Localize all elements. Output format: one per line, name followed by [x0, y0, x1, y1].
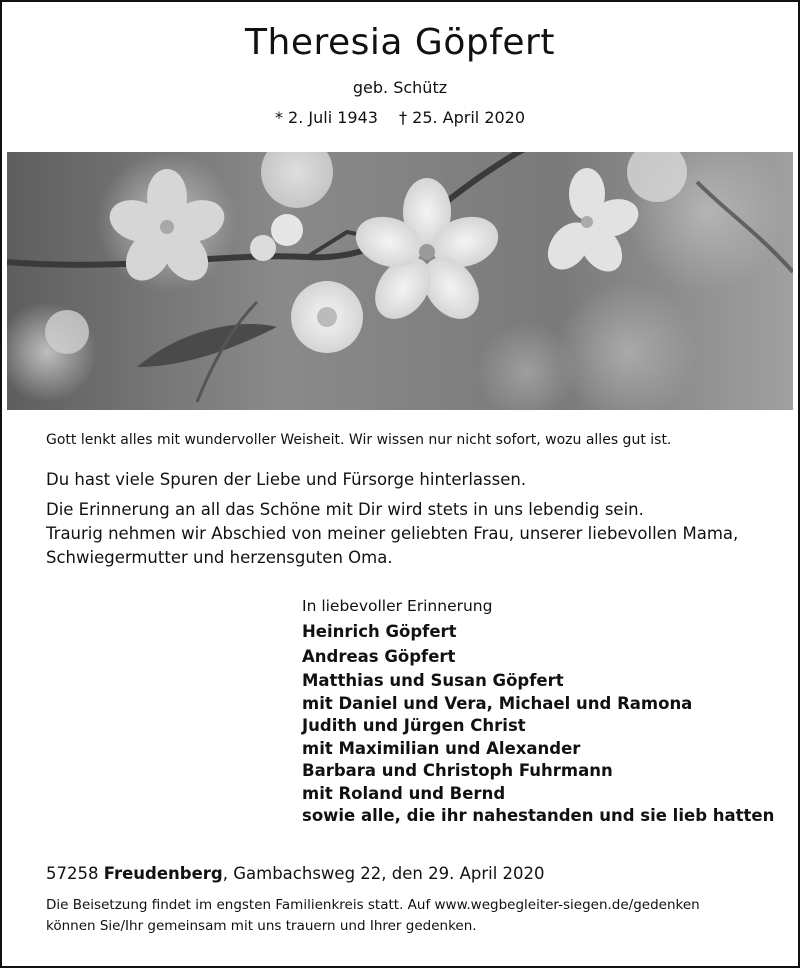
mourners-list — [302, 597, 782, 828]
birth-date: * 2. Juli 1943 — [274, 108, 378, 127]
address-rest: , Gambachsweg 22, den 29. April 2020 — [222, 864, 545, 883]
farewell-line: Die Erinnerung an all das Schöne mit Dir wird stets in uns lebendig sein. — [46, 500, 644, 519]
mourner-line: mit Maximilian und Alexander — [302, 738, 581, 758]
deceased-name: Theresia Göpfert — [245, 22, 555, 63]
blossom-branch-icon — [7, 152, 793, 410]
maiden-name: geb. Schütz — [352, 78, 448, 97]
death-date: † 25. April 2020 — [399, 108, 526, 127]
address-city: Freudenberg — [103, 864, 223, 883]
footer-note — [46, 895, 766, 937]
farewell-paragraph — [46, 498, 756, 570]
mourner-line: mit Roland und Bernd — [302, 783, 506, 803]
farewell-line: Schwiegermutter und herzensguten Oma. — [46, 548, 393, 567]
mourner-line: Judith und Jürgen Christ — [302, 716, 526, 735]
mourner-line: Heinrich Göpfert — [302, 622, 457, 641]
life-dates — [0, 108, 800, 127]
footer-line: Die Beisetzung findet im engsten Familienkreis statt. Auf www.wegbegleiter-siegen.de/gedenken — [46, 897, 700, 913]
mourner-line: sowie alle, die ihr nahestanden und sie lieb hatten — [302, 806, 775, 825]
mourner-line: Matthias und Susan Göpfert — [302, 671, 564, 690]
mourner-line: Andreas Göpfert — [302, 646, 456, 666]
mourner-line: mit Daniel und Vera, Michael und Ramona — [302, 693, 693, 713]
intro-paragraph: Du hast viele Spuren der Liebe und Fürsorge hinterlassen. — [46, 470, 527, 489]
mourners-intro: In liebevoller Erinnerung — [302, 597, 493, 615]
farewell-line: Traurig nehmen wir Abschied von meiner geliebten Frau, unserer liebevollen Mama, — [46, 524, 739, 543]
address-line — [46, 864, 545, 883]
address-zip: 57258 — [46, 864, 99, 883]
motto-text: Gott lenkt alles mit wundervoller Weisheit. Wir wissen nur nicht sofort, wozu alles gut ist. — [46, 432, 672, 448]
mourner-line: Barbara und Christoph Fuhrmann — [302, 761, 613, 780]
footer-line: können Sie/Ihr gemeinsam mit uns trauern und Ihrer gedenken. — [46, 918, 477, 934]
blossom-photo — [7, 152, 793, 410]
